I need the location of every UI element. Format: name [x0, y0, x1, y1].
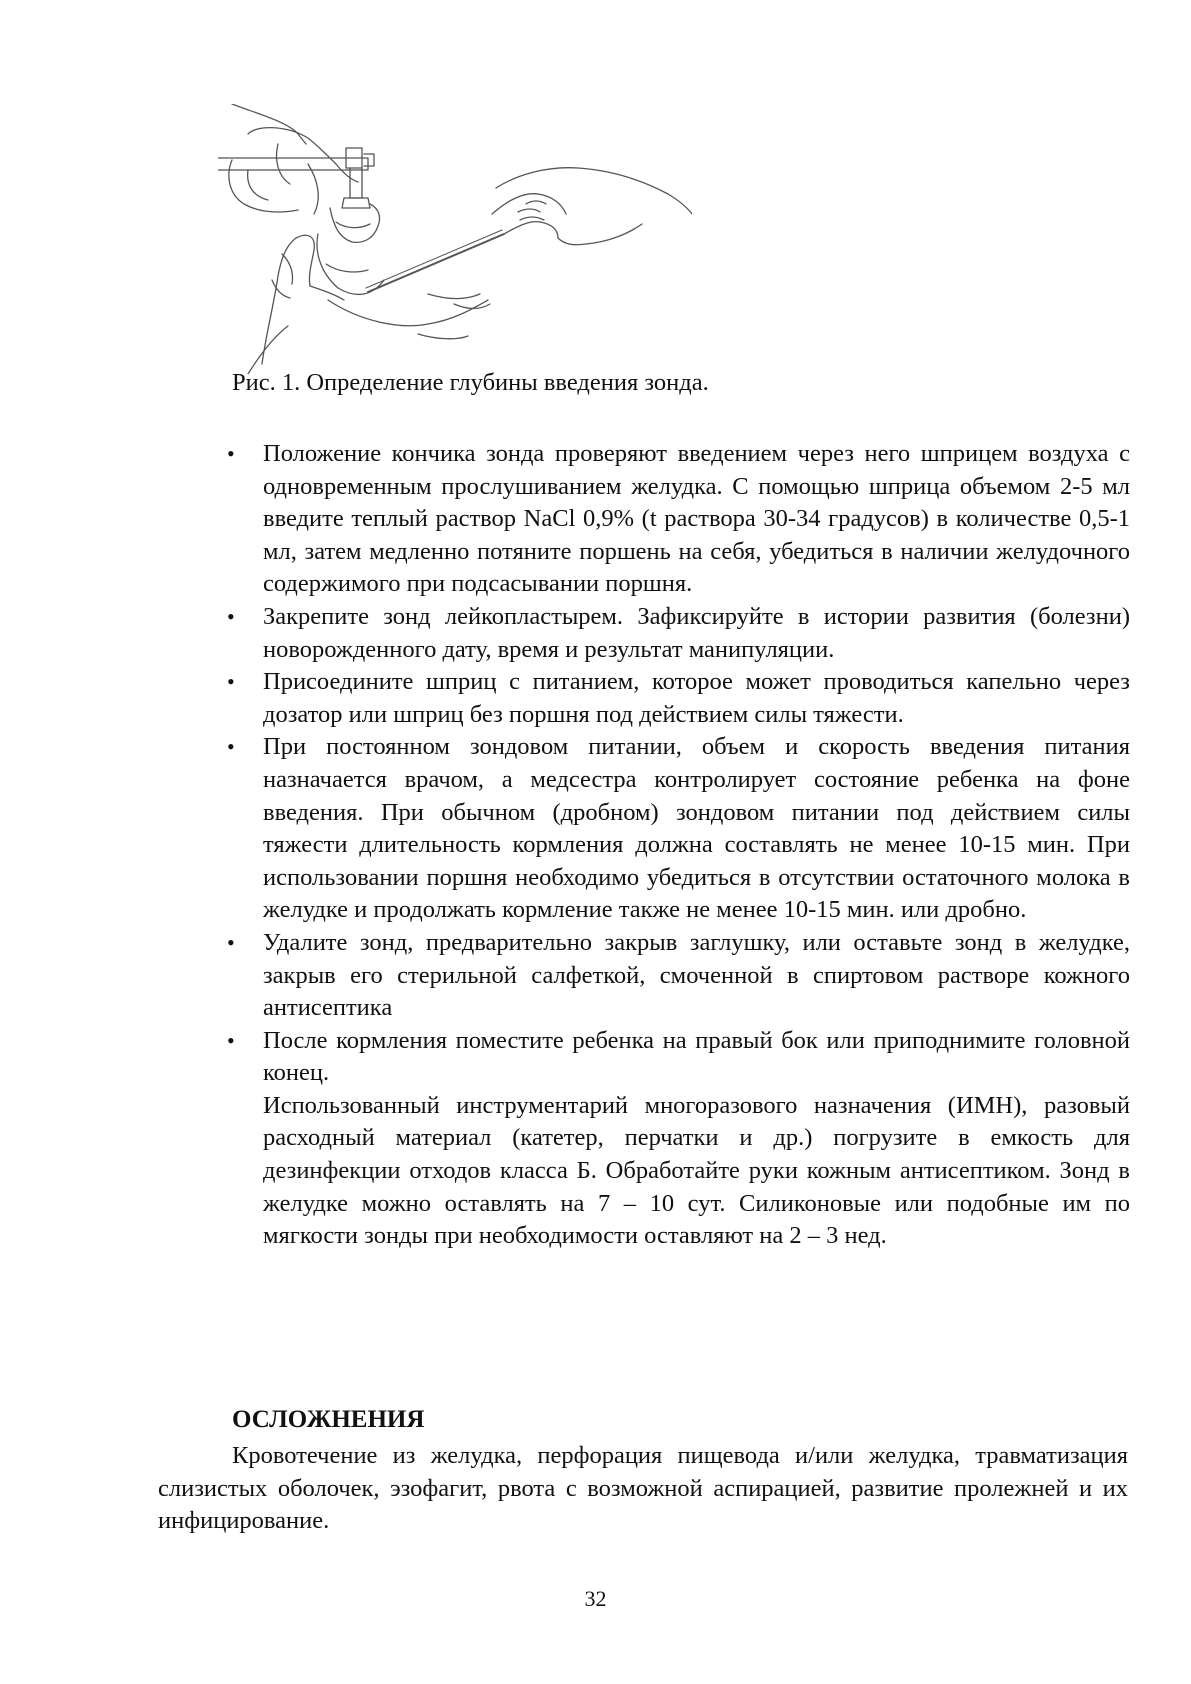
- list-item: [227, 601, 1130, 666]
- probe-depth-illustration: [218, 104, 692, 374]
- list-item-text: Закрепите зонд лейкопластырем. Зафиксируйте в истории развития (болезни) новорожденного дату, время и результат манипуляции.: [263, 602, 1130, 663]
- list-item: [227, 438, 1130, 601]
- disinfection-note: Использованный инструментарий многоразового назначения (ИМН), разовый расходный материал (катетер, перчатки и др.) погрузите в емкость для дезинфекции отходов класса Б. Обработайте руки кожным антисептиком. Зонд в желудке можно оставлять на 7 – 10 сут. Силиконовые или подобные им по мягкости зонды при необходимости оставляют на 2 – 3 нед.: [263, 1091, 1130, 1250]
- list-item-text: После кормления поместите ребенка на правый бок или приподнимите головной конец.: [263, 1026, 1130, 1087]
- procedure-steps-list: [227, 438, 1130, 1253]
- section-heading: ОСЛОЖНЕНИЯ: [232, 1406, 425, 1433]
- bullet-icon: •: [227, 1027, 235, 1053]
- bullet-icon: •: [227, 929, 235, 955]
- page-number: 32: [584, 1586, 607, 1611]
- complications-paragraph: Кровотечение из желудка, перфорация пищевода и/или желудка, травматизация слизистых оболочек, эзофагит, рвота с возможной аспирацией, развитие пролежней и их инфицирование.: [158, 1442, 1128, 1535]
- list-item: [227, 731, 1130, 927]
- list-item: [227, 927, 1130, 1025]
- figure-caption: Рис. 1. Определение глубины введения зонда.: [232, 369, 709, 396]
- bullet-icon: •: [227, 603, 235, 629]
- list-item-text: Присоедините шприц с питанием, которое может проводиться капельно через дозатор или шприц без поршня под действием силы тяжести.: [263, 668, 1130, 728]
- list-item-text: Положение кончика зонда проверяют введением через него шприцем воздуха с одновременным прослушиванием желудка. С помощью шприца объемом 2-5 мл введите теплый раствор NaCl 0,9% (t раствора 30-34 градусов) в количестве 0,5-1 мл, затем медленно потяните поршень на себя, убедиться в наличии желудочного содержимого при подсасывании поршня.: [263, 440, 1130, 598]
- list-item-text: Удалите зонд, предварительно закрыв заглушку, или оставьте зонд в желудке, закрыв его стерильной салфеткой, смоченной в спиртовом растворе кожного антисептика: [263, 928, 1130, 1022]
- bullet-icon: •: [227, 441, 235, 466]
- list-item-text: При постоянном зондовом питании, объем и скорость введения питания назначается врачом, а медсестра контролирует состояние ребенка на фоне введения. При обычном (дробном) зондовом питании под действием силы тяжести длительность кормления должна составлять не менее 10-15 мин. При использовании поршня необходимо убедиться в отсутствии остаточного молока в желудке и продолжать кормление также не менее 10-15 мин. или дробно.: [263, 733, 1130, 924]
- bullet-icon: •: [227, 669, 235, 695]
- list-item: [227, 1025, 1130, 1090]
- list-item: [227, 666, 1130, 731]
- bullet-icon: •: [227, 734, 235, 760]
